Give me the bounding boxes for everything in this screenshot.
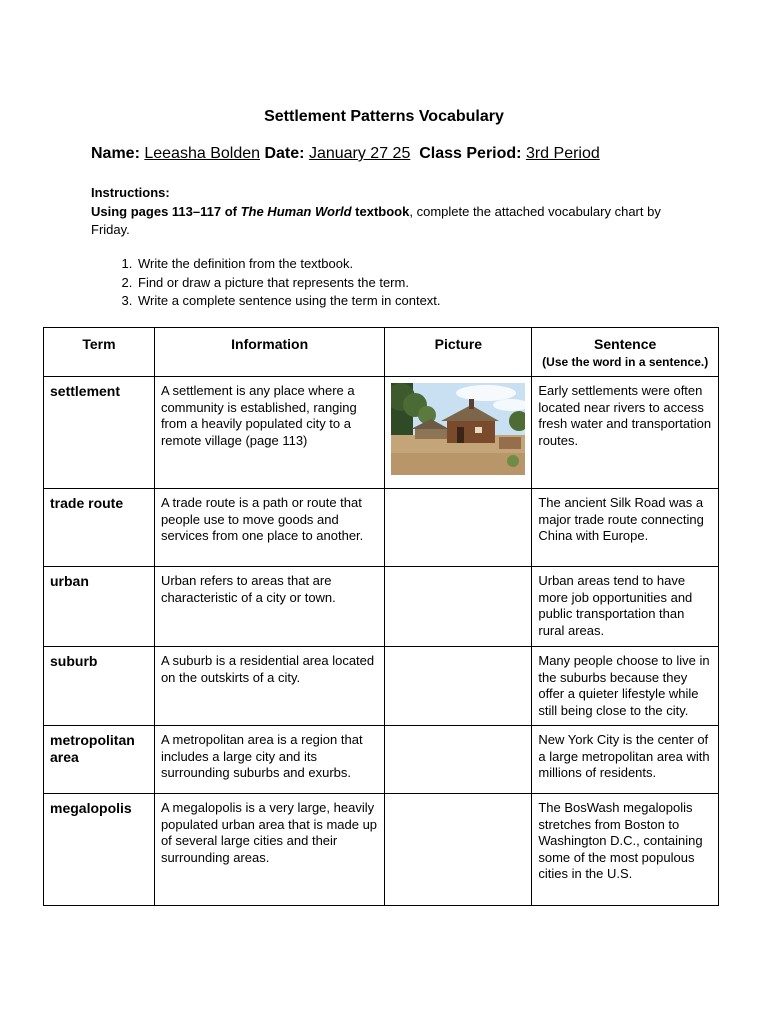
table-row (44, 647, 719, 726)
name-label: Name: (91, 145, 140, 162)
sentence-cell: The ancient Silk Road was a major trade route connecting China with Europe. (532, 489, 719, 567)
instructions-lead: Using pages 113–117 of (91, 204, 241, 219)
instruction-steps (112, 255, 441, 311)
term-cell: metropolitan area (44, 726, 155, 794)
term-cell: settlement (44, 377, 155, 489)
information-cell: A megalopolis is a very large, heavily populated urban area that is made up of several large cities and their surrounding areas. (154, 794, 384, 906)
information-cell: A trade route is a path or route that people use to move goods and services from one place to another. (154, 489, 384, 567)
student-info (91, 145, 600, 163)
instructions-book-suffix: textbook (351, 204, 410, 219)
name-value: Leeasha Bolden (144, 145, 261, 162)
sentence-cell: New York City is the center of a large metropolitan area with millions of residents. (532, 726, 719, 794)
settlement-photo (391, 383, 525, 475)
table-row (44, 726, 719, 794)
sentence-cell: Early settlements were often located near rivers to access fresh water and transportation routes. (532, 377, 719, 489)
term-cell: megalopolis (44, 794, 155, 906)
period-label: Class Period: (419, 145, 522, 162)
date-value: January 27 25 (308, 145, 411, 162)
picture-cell (385, 726, 532, 794)
sentence-cell: Urban areas tend to have more job opportunities and public transportation than rural areas. (532, 567, 719, 647)
table-row (44, 567, 719, 647)
header-picture: Picture (385, 328, 532, 377)
page-title: Settlement Patterns Vocabulary (264, 108, 504, 125)
picture-cell (385, 377, 532, 489)
header-sentence (532, 328, 719, 377)
sentence-cell: The BosWash megalopolis stretches from Boston to Washington D.C., containing some of the most populous cities in the U.S. (532, 794, 719, 906)
step-item: 2. Find or draw a picture that represents the term. (136, 274, 441, 293)
picture-cell (385, 647, 532, 726)
term-cell: trade route (44, 489, 155, 567)
term-cell: suburb (44, 647, 155, 726)
picture-cell (385, 567, 532, 647)
textbook-title: The Human World (240, 204, 352, 219)
term-cell: urban (44, 567, 155, 647)
header-information: Information (154, 328, 384, 377)
instructions-text (91, 203, 661, 239)
table-row (44, 377, 719, 489)
instructions-heading: Instructions: (91, 185, 170, 200)
vocabulary-table (43, 327, 719, 906)
information-cell: A settlement is any place where a community is established, ranging from a heavily populated city to a remote village (page 113) (154, 377, 384, 489)
picture-cell (385, 489, 532, 567)
header-sentence-label: Sentence (594, 336, 657, 352)
step-item: 3. Write a complete sentence using the term in context. (136, 292, 441, 311)
instructions-rest: , complete the attached vocabulary chart by Friday. (91, 204, 661, 237)
information-cell: Urban refers to areas that are characteristic of a city or town. (154, 567, 384, 647)
header-sentence-sub: (Use the word in a sentence.) (542, 354, 709, 369)
period-value: 3rd Period (525, 145, 600, 162)
information-cell: A metropolitan area is a region that includes a large city and its surrounding suburbs and exurbs. (154, 726, 384, 794)
step-item: 1. Write the definition from the textbook. (136, 255, 441, 274)
information-cell: A suburb is a residential area located on the outskirts of a city. (154, 647, 384, 726)
date-label: Date: (264, 145, 305, 162)
header-term: Term (44, 328, 155, 377)
sentence-cell: Many people choose to live in the suburbs because they offer a quieter lifestyle while still being close to the city. (532, 647, 719, 726)
table-row (44, 489, 719, 567)
picture-cell (385, 794, 532, 906)
table-row (44, 794, 719, 906)
